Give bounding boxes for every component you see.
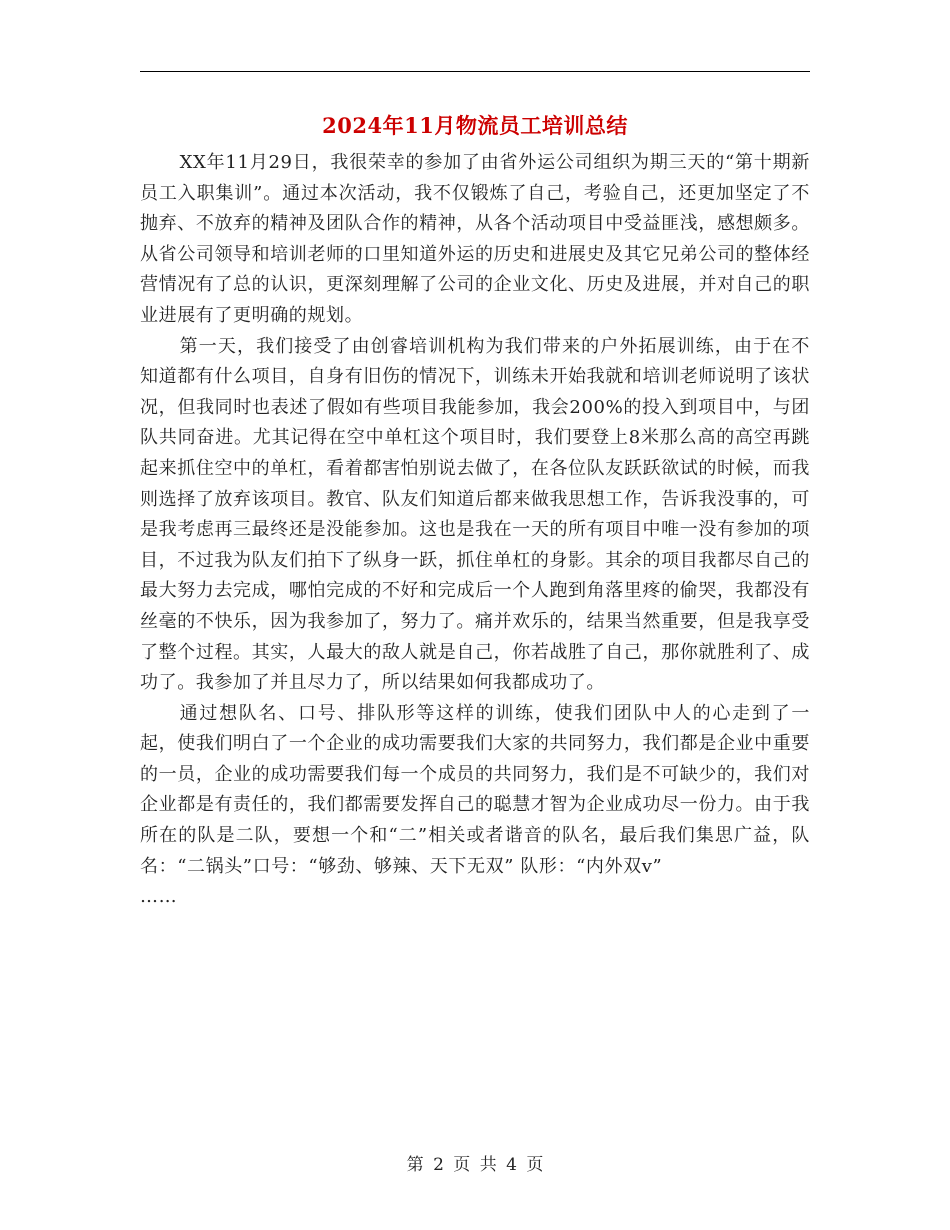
- paragraph-2: 第一天，我们接受了由创睿培训机构为我们带来的户外拓展训练，由于在不知道都有什么项目，自身有旧伤的情况下，训练未开始我就和培训老师说明了该状况，但我同时也表述了假如有些项目我能参加，我会200%的投入到项目中，与团队共同奋进。尤其记得在空中单杠这个项目时，我们要登上8米那么高的高空再跳起来抓住空中的单杠，看着都害怕别说去做了，在各位队友跃跃欲试的时候，而我则选择了放弃该项目。教官、队友们知道后都来做我思想工作，告诉我没事的，可是我考虑再三最终还是没能参加。这也是我在一天的所有项目中唯一没有参加的项目，不过我为队友们拍下了纵身一跃，抓住单杠的身影。其余的项目我都尽自己的最大努力去完成，哪怕完成的不好和完成后一个人跑到角落里疼的偷哭，我都没有丝毫的不快乐，因为我参加了，努力了。痛并欢乐的，结果当然重要，但是我享受了整个过程。其实，人最大的敌人就是自己，你若战胜了自己，那你就胜利了、成功了。我参加了并且尽力了，所以结果如何我都成功了。: [140, 335, 810, 694]
- header-rule: [140, 71, 810, 72]
- page-number-footer: 第 2 页 共 4 页: [406, 1155, 544, 1175]
- document-body: [140, 148, 810, 913]
- paragraph-ellipsis: ……: [140, 886, 178, 908]
- document-title: 2024年11月物流员工培训总结: [322, 113, 628, 138]
- paragraph-3: 通过想队名、口号、排队形等这样的训练，使我们团队中人的心走到了一起，使我们明白了一个企业的成功需要我们大家的共同努力，我们都是企业中重要的一员，企业的成功需要我们每一个成员的共同努力，我们是不可缺少的，我们对企业都是有责任的，我们都需要发挥自己的聪慧才智为企业成功尽一份力。由于我所在的队是二队，要想一个和“二”相关或者谐音的队名，最后我们集思广益，队名：“二锅头”口号：“够劲、够辣、天下无双” 队形：“内外双v”: [140, 702, 810, 877]
- paragraph-1: XX年11月29日，我很荣幸的参加了由省外运公司组织为期三天的“第十期新员工入职集训”。通过本次活动，我不仅锻炼了自己，考验自己，还更加坚定了不抛弃、不放弃的精神及团队合作的精神，从各个活动项目中受益匪浅，感想颇多。从省公司领导和培训老师的口里知道外运的历史和进展史及其它兄弟公司的整体经营情况有了总的认识，更深刻理解了公司的企业文化、历史及进展，并对自己的职业进展有了更明确的规划。: [140, 152, 810, 326]
